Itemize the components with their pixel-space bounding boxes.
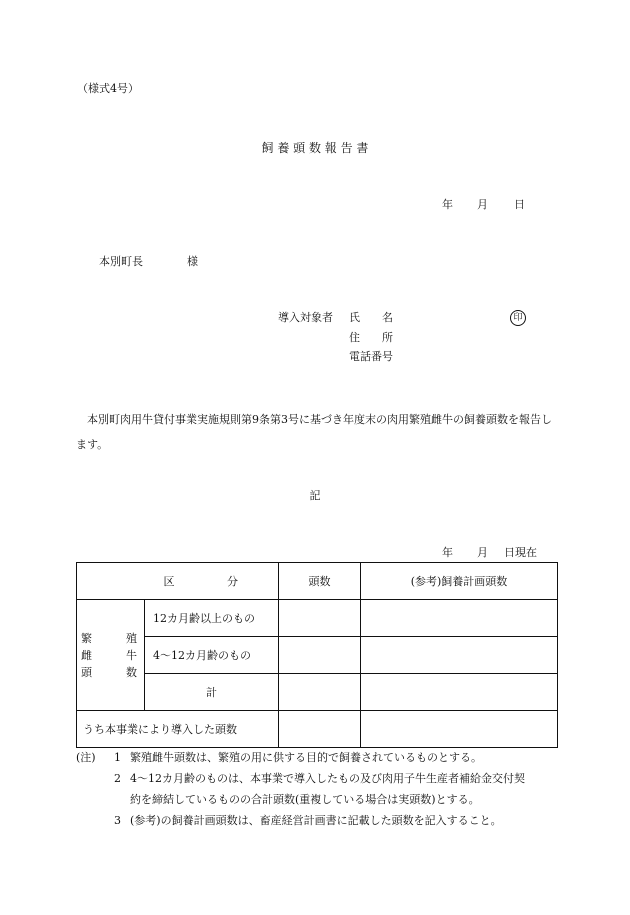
heads-cell-total[interactable]	[279, 674, 361, 711]
addressee-honorific: 様	[187, 255, 198, 268]
addressee-name: 本別町長	[99, 255, 143, 268]
group-char: 牛	[126, 648, 137, 662]
note-text: 繁殖雌牛頭数は、繁殖の用に供する目的で飼養されているものとする。	[130, 751, 482, 764]
group-char: 数	[126, 665, 137, 679]
form-number: （様式4号）	[77, 82, 139, 95]
group-char: 繁	[81, 631, 92, 645]
table-row	[77, 711, 558, 748]
heads-cell-4-12m[interactable]	[279, 637, 361, 674]
date-month: 月	[477, 198, 488, 211]
heads-cell-own-project[interactable]	[279, 711, 361, 748]
note-number: 2	[114, 772, 121, 785]
row-label-4-12m: 4〜12カ月齢のもの	[145, 637, 279, 674]
table-header-row	[77, 563, 558, 600]
group-char: 頭	[81, 665, 92, 679]
addressee	[99, 255, 198, 269]
date-day: 日	[514, 198, 525, 211]
header-category-2: 分	[227, 575, 238, 588]
plan-cell-own-project[interactable]	[361, 711, 558, 748]
notes-prefix: (注)	[76, 751, 96, 764]
row-label-12m-plus: 12カ月齢以上のもの	[145, 600, 279, 637]
ki-heading: 記	[309, 489, 321, 502]
applicant-label: 導入対象者	[278, 311, 333, 324]
header-plan: (参考)飼養計画頭数	[361, 563, 558, 600]
asof-year: 年	[442, 546, 453, 559]
body-paragraph: 本別町肉用牛貸付事業実施規則第9条第3号に基づき年度末の肉用繁殖雌牛の飼養頭数を報告します。	[76, 413, 552, 451]
table-row	[77, 637, 558, 674]
report-date	[442, 198, 525, 212]
asof-day: 日現在	[504, 546, 537, 559]
breeding-female-group-label	[77, 600, 145, 711]
as-of-date	[442, 546, 537, 560]
seal-mark: 印	[510, 310, 526, 326]
group-char: 殖	[126, 631, 137, 645]
note-text: (参考)の飼養計画頭数は、畜産経営計画書に記載した頭数を記入すること。	[130, 814, 502, 827]
address-field-label: 住 所	[349, 331, 393, 344]
note-number: 1	[114, 751, 121, 764]
date-year: 年	[442, 198, 453, 211]
plan-cell-total[interactable]	[361, 674, 558, 711]
headcount-table	[76, 562, 558, 748]
header-heads: 頭数	[279, 563, 361, 600]
heads-cell-12m-plus[interactable]	[279, 600, 361, 637]
document-title-text: 飼 養 頭 数 報 告 書	[261, 141, 369, 155]
plan-cell-4-12m[interactable]	[361, 637, 558, 674]
asof-month: 月	[477, 546, 488, 559]
plan-cell-12m-plus[interactable]	[361, 600, 558, 637]
note-text-continuation: 約を締結しているものの合計頭数(重複している場合は実頭数)とする。	[130, 793, 480, 806]
header-category-1: 区	[163, 575, 175, 588]
table-row	[77, 674, 558, 711]
note-text: 4〜12カ月齢のものは、本事業で導入したもの及び肉用子牛生産者補給金交付契	[130, 772, 525, 785]
table-row	[77, 600, 558, 637]
row-label-own-project: うち本事業により導入した頭数	[77, 711, 279, 748]
phone-field-label: 電話番号	[349, 350, 393, 363]
note-number: 3	[114, 814, 121, 827]
header-category	[77, 563, 279, 600]
group-char: 雌	[81, 648, 92, 662]
document-title	[0, 141, 630, 155]
name-field-label: 氏 名	[349, 311, 393, 324]
row-label-total: 計	[145, 674, 279, 711]
